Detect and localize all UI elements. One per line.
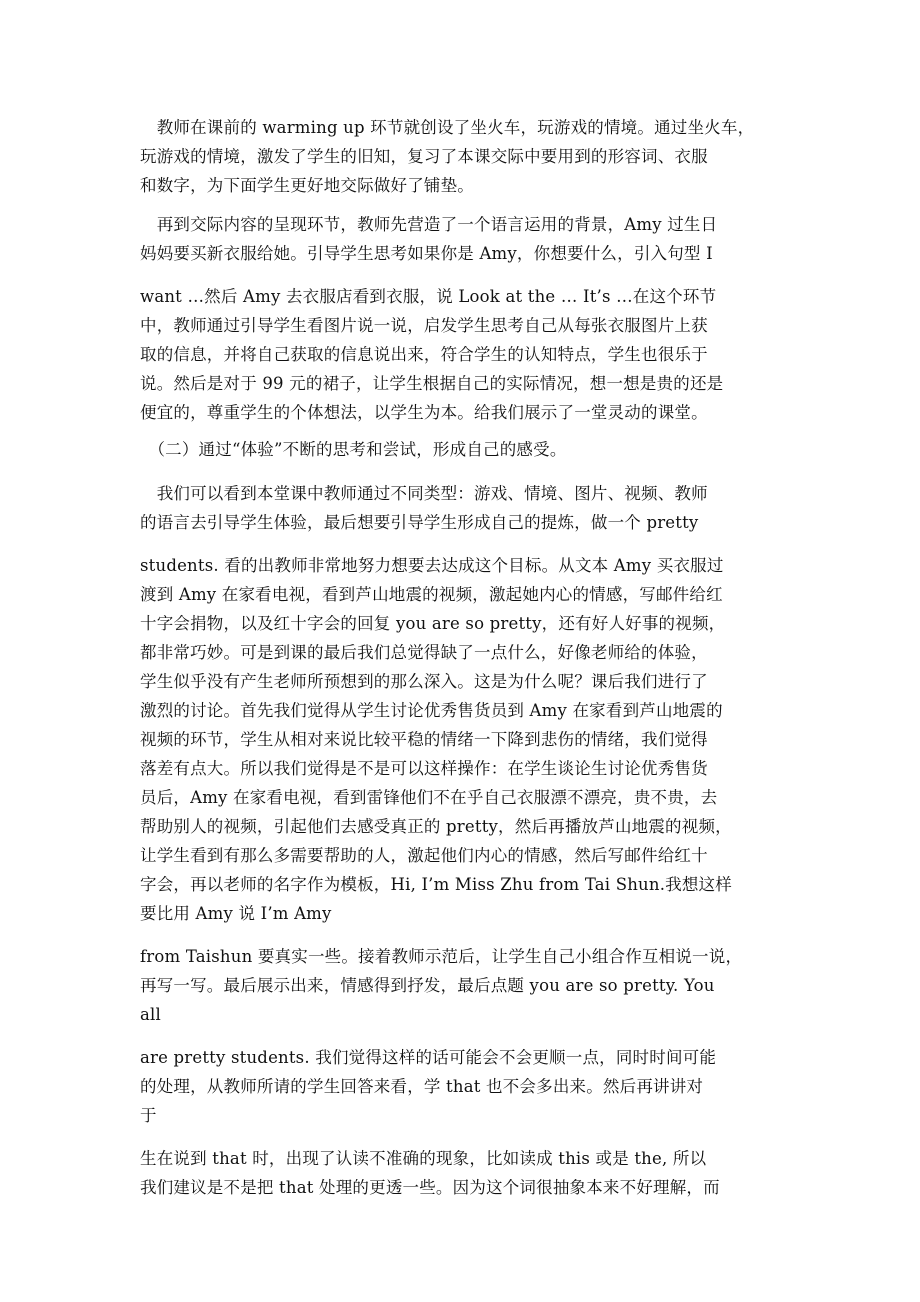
text-line: 字会，再以老师的名字作为模板，Hi, I’m Miss Zhu from Tai Shun.我想这样 (140, 875, 732, 894)
text-line: 便宜的，尊重学生的个体想法，以学生为本。给我们展示了一堂灵动的课堂。 (140, 403, 708, 422)
text-line: 的语言去引导学生体验，最后想要引导学生形成自己的提炼，做一个 pretty (140, 513, 699, 532)
text-line: 要比用 Amy 说 I’m Amy (140, 904, 332, 923)
text-line: from Taishun 要真实一些。接着教师示范后，让学生自己小组合作互相说一说， (140, 947, 743, 966)
text-line: 视频的环节，学生从相对来说比较平稳的情绪一下降到悲伤的情绪，我们觉得 (140, 730, 708, 749)
text-line: 我们可以看到本堂课中教师通过不同类型：游戏、情境、图片、视频、教师 (140, 484, 708, 503)
text-line: are pretty students. 我们觉得这样的话可能会不会更顺一点，同时时间可能 (140, 1048, 717, 1067)
text-line: 教师在课前的 warming up 环节就创设了坐火车，玩游戏的情境。通过坐火车， (140, 118, 755, 137)
text-line: students. 看的出教师非常地努力想要去达成这个目标。从文本 Amy 买衣服过 (140, 556, 724, 575)
text-line: 于 (140, 1106, 157, 1125)
text-line: 都非常巧妙。可是到课的最后我们总觉得缺了一点什么，好像老师给的体验， (140, 643, 708, 662)
text-line: 激烈的讨论。首先我们觉得从学生讨论优秀售货员到 Amy 在家看到芦山地震的 (140, 701, 723, 720)
text-line: all (140, 1005, 161, 1024)
text-line: 妈妈要买新衣服给她。引导学生思考如果你是 Amy，你想要什么，引入句型 I (140, 244, 713, 263)
text-line: 再到交际内容的呈现环节，教师先营造了一个语言运用的背景，Amy 过生日 (140, 215, 718, 234)
text-line: 落差有点大。所以我们觉得是不是可以这样操作：在学生谈论生讨论优秀售货 (140, 759, 708, 778)
text-line: 再写一写。最后展示出来，情感得到抒发，最后点题 you are so pretty. You (140, 976, 715, 995)
text-line: 生在说到 that 时，出现了认读不准确的现象，比如读成 this 或是 the, 所以 (140, 1149, 707, 1168)
text-line: 渡到 Amy 在家看电视，看到芦山地震的视频，激起她内心的情感，写邮件给红 (140, 585, 723, 604)
text-line: 学生似乎没有产生老师所预想到的那么深入。这是为什么呢？课后我们进行了 (140, 672, 708, 691)
text-line: 十字会捐物，以及红十字会的回复 you are so pretty，还有好人好事的视频， (140, 614, 726, 633)
text-line: 说。然后是对于 99 元的裙子，让学生根据自己的实际情况，想一想是贵的还是 (140, 374, 724, 393)
text-line: 玩游戏的情境，激发了学生的旧知，复习了本课交际中要用到的形容词、衣服 (140, 147, 708, 166)
text-line: 让学生看到有那么多需要帮助的人，激起他们内心的情感，然后写邮件给红十 (140, 846, 708, 865)
section-heading: （二）通过“体验”不断的思考和尝试，形成自己的感受。 (140, 440, 567, 459)
text-line: 中，教师通过引导学生看图片说一说，启发学生思考自己从每张衣服图片上获 (140, 316, 708, 335)
text-line: 帮助别人的视频，引起他们去感受真正的 pretty，然后再播放芦山地震的视频， (140, 817, 732, 836)
text-line: 的处理，从教师所请的学生回答来看，学 that 也不会多出来。然后再讲讲对 (140, 1077, 704, 1096)
text-line: 和数字，为下面学生更好地交际做好了铺垫。 (140, 176, 474, 195)
text-line: 员后，Amy 在家看电视，看到雷锋他们不在乎自己衣服漂不漂亮，贵不贵，去 (140, 788, 718, 807)
text-line: 我们建议是不是把 that 处理的更透一些。因为这个词很抽象本来不好理解，而 (140, 1178, 720, 1197)
text-line: want …然后 Amy 去衣服店看到衣服，说 Look at the … It’s …在这个环节 (140, 287, 717, 306)
text-line: 取的信息，并将自己获取的信息说出来，符合学生的认知特点，学生也很乐于 (140, 345, 708, 364)
